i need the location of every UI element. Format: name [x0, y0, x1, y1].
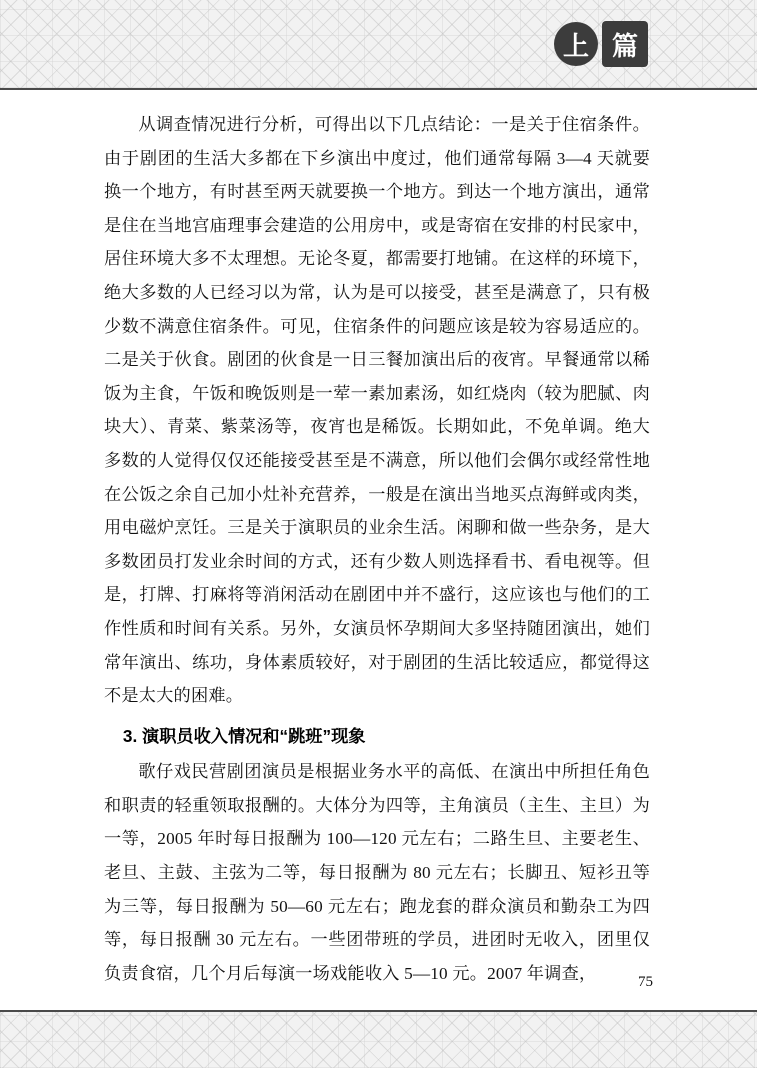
section-subheading: 3. 演职员收入情况和“跳班”现象: [122, 725, 366, 746]
page-number: 75: [638, 974, 653, 990]
header-rule: [0, 88, 757, 90]
footer-decorative-band: [0, 1012, 757, 1068]
chapter-tag-box: 篇: [603, 22, 647, 66]
chapter-tag: [555, 22, 647, 66]
body-paragraph-2: 歌仔戏民营剧团演员是根据业务水平的高低、在演出中所担任角色和职责的轻重领取报酬的。大体分为四等，主角演员（主生、主旦）为一等，2005 年时每日报酬为 100—120 元左右；二路生旦、主要老生、老旦、主鼓、主弦为二等，每日报酬为 80 元左右；长脚丑、短衫丑等为三等，每日报酬为 50—60 元左右；跑龙套的群众演员和勤杂工为四等，每日报酬 30 元左右。一些团带班的学员，进团时无收入，团里仅负责食宿，几个月后每演一场戏能收入 5—10 元。2007 年调查，: [104, 762, 650, 983]
body-paragraph-1: 从调查情况进行分析，可得出以下几点结论：一是关于住宿条件。由于剧团的生活大多都在下乡演出中度过，他们通常每隔 3—4 天就要换一个地方，有时甚至两天就要换一个地方。到达一个地方演出，通常是住在当地宫庙理事会建造的公用房中，或是寄宿在安排的村民家中，居住环境大多不太理想。无论冬夏，都需要打地铺。在这样的环境下，绝大多数的人已经习以为常，认为是可以接受，甚至是满意了，只有极少数不满意住宿条件。可见，住宿条件的问题应该是较为容易适应的。二是关于伙食。剧团的伙食是一日三餐加演出后的夜宵。早餐通常以稀饭为主食，午饭和晚饭则是一荤一素加素汤，如红烧肉（较为肥腻、肉块大）、青菜、紫菜汤等，夜宵也是稀饭。长期如此，不免单调。绝大多数的人觉得仅仅还能接受甚至是不满意，所以他们会偶尔或经常性地在公饭之余自己加小灶补充营养，一般是在演出当地买点海鲜或肉类，用电磁炉烹饪。三是关于演职员的业余生活。闲聊和做一些杂务，是大多数团员打发业余时间的方式，还有少数人则选择看书、看电视等。但是，打牌、打麻将等消闲活动在剧团中并不盛行，这应该也与他们的工作性质和时间有关系。另外，女演员怀孕期间大多坚持随团演出，她们常年演出、练功，身体素质较好，对于剧团的生活比较适应，都觉得这不是太大的困难。: [104, 115, 650, 706]
chapter-tag-circle: 上: [555, 23, 597, 65]
page-body: [104, 108, 650, 990]
